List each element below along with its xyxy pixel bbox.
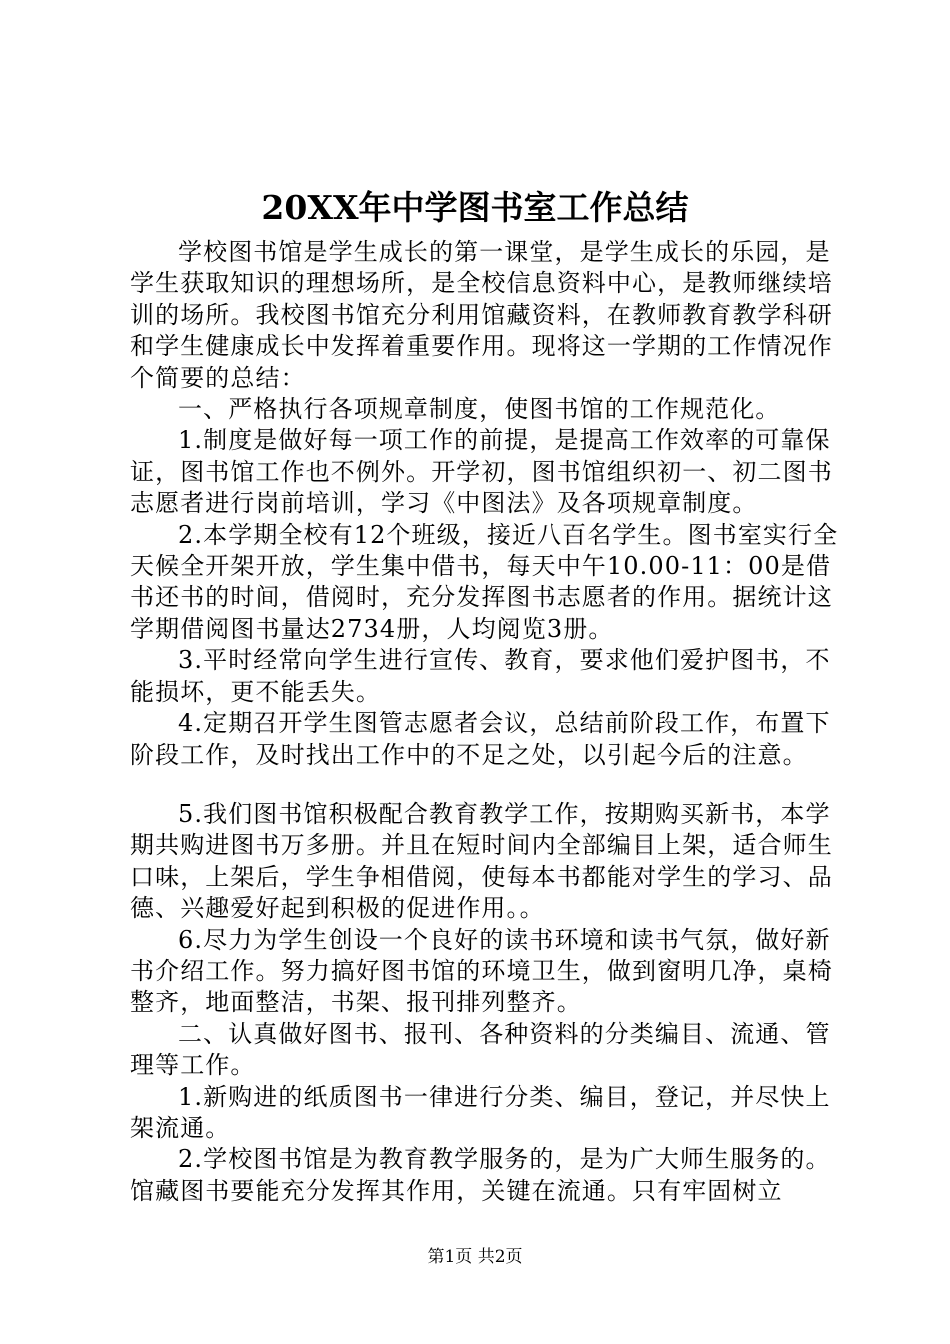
section-one-item-1: 1.制度是做好每一项工作的前提，是提高工作效率的可靠保证，图书馆工作也不例外。开学初，图书馆组织初一、初二图书志愿者进行岗前培训，学习《中图法》及各项规章制度。 [130, 426, 833, 518]
section-one-item-5: 5.我们图书馆积极配合教育教学工作，按期购买新书，本学期共购进图书万多册。并且在短时间内全部编目上架，适合师生口味，上架后，学生争相借阅，使每本书都能对学生的学习、品德、兴趣爱好起到积极的促进作用。。 [130, 799, 833, 923]
document-body [130, 237, 845, 1207]
section-two-item-2: 2.学校图书馆是为教育教学服务的，是为广大师生服务的。馆藏图书要能充分发挥其作用，关键在流通。只有牢固树立 [130, 1145, 831, 1205]
intro-paragraph: 学校图书馆是学生成长的第一课堂，是学生成长的乐园，是学生获取知识的理想场所，是全校信息资料中心，是教师继续培训的场所。我校图书馆充分利用馆藏资料，在教师教育教学科研和学生健康成长中发挥着重要作用。现将这一学期的工作情况作个简要的总结： [130, 238, 833, 392]
section-one-item-4: 4.定期召开学生图管志愿者会议，总结前阶段工作，布置下阶段工作，及时找出工作中的不足之处，以引起今后的注意。 [130, 709, 831, 769]
section-one-item-6: 6.尽力为学生创设一个良好的读书环境和读书气氛，做好新书介绍工作。努力搞好图书馆的环境卫生，做到窗明几净，桌椅整齐，地面整洁，书架、报刊排列整齐。 [130, 925, 833, 1017]
section-one-item-3: 3.平时经常向学生进行宣传、教育，要求他们爱护图书，不能损坏，更不能丢失。 [130, 646, 831, 706]
page-number-footer: 第1页 共2页 [427, 1247, 523, 1267]
section-one-heading: 一、严格执行各项规章制度，使图书馆的工作规范化。 [178, 395, 781, 424]
document-title: 20XX年中学图书室工作总结 [261, 188, 689, 227]
section-two-item-1: 1.新购进的纸质图书一律进行分类、编目，登记，并尽快上架流通。 [130, 1082, 831, 1142]
section-two-heading: 二、认真做好图书、报刊、各种资料的分类编目、流通、管理等工作。 [130, 1019, 831, 1080]
section-one-item-2: 2.本学期全校有12个班级，接近八百名学生。图书室实行全天候全开架开放，学生集中借书，每天中午10.00-11：00是借书还书的时间，借阅时，充分发挥图书志愿者的作用。据统计这学期借阅图书量达2734册，人均阅览3册。 [130, 520, 839, 643]
